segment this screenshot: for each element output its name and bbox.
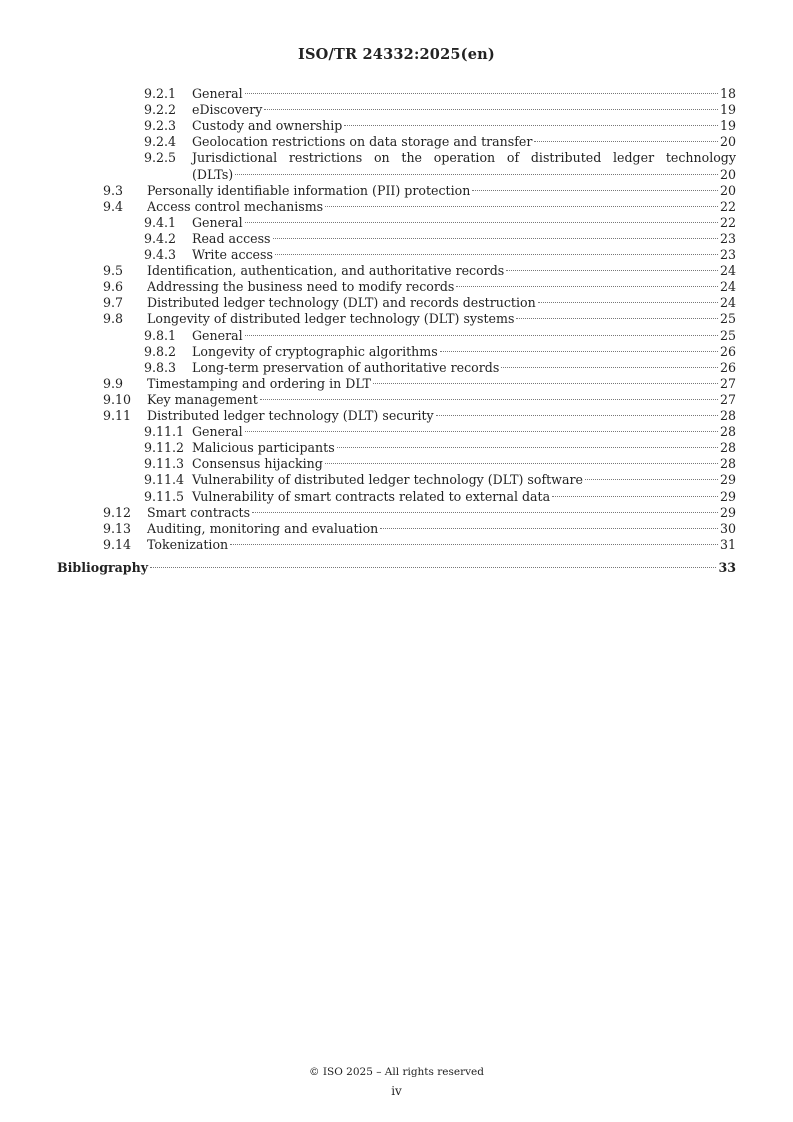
toc-entry-page: 18: [719, 86, 736, 101]
dot-leader: [344, 125, 718, 126]
toc-entry-number: 9.2.3: [144, 118, 177, 134]
toc-entry-number: 9.11.2: [144, 440, 185, 456]
toc-entry-title: General: [192, 214, 243, 230]
toc-entry-title: Read access: [192, 230, 271, 246]
dot-leader: [534, 141, 718, 142]
toc-entry-number: 9.11.4: [144, 472, 185, 488]
toc-entry-title: General: [192, 327, 243, 343]
toc-entry-title: Access control mechanisms: [147, 198, 324, 214]
toc-entry-page: 31: [719, 536, 736, 552]
toc-entry-title-line1: Jurisdictional restrictions on the operation of distributed ledger technology: [192, 150, 736, 166]
dot-leader: [150, 567, 716, 568]
toc-entry-title: Tokenization: [147, 536, 229, 552]
toc-entry-page: 22: [719, 198, 736, 214]
toc-entry[interactable]: [0, 231, 793, 247]
toc-entry-page: 23: [719, 230, 736, 246]
dot-leader: [245, 93, 718, 94]
toc-entry[interactable]: [0, 472, 793, 488]
toc-entry[interactable]: [0, 489, 793, 505]
toc-entry-title: (DLTs): [192, 166, 234, 182]
dot-leader: [235, 174, 718, 175]
toc-entry-page: 22: [719, 214, 736, 230]
dot-leader: [506, 270, 718, 271]
dot-leader: [252, 512, 718, 513]
toc-entry-title: Longevity of distributed ledger technology (DLT) systems: [147, 311, 515, 327]
toc-entry-page: 24: [719, 295, 736, 311]
toc-entry-number: 9.11.5: [144, 488, 185, 504]
toc-entry-title: Addressing the business need to modify records: [147, 279, 455, 295]
toc-entry-page: 25: [719, 311, 736, 327]
toc-entry[interactable]: [0, 150, 793, 166]
toc-entry-title: Write access: [192, 247, 273, 262]
toc-entry-number: 9.3: [103, 182, 124, 198]
toc-entry-page: 24: [719, 263, 736, 279]
dot-leader: [501, 367, 718, 368]
toc-entry-number: 9.14: [103, 536, 132, 552]
dot-leader: [516, 318, 718, 319]
toc-entry[interactable]: [0, 392, 793, 408]
toc-entry-title: Auditing, monitoring and evaluation: [147, 520, 379, 536]
toc-entry-title: Bibliography: [57, 559, 149, 575]
page-number: iv: [391, 1084, 402, 1098]
toc-entry-title: Personally identifiable information (PII) protection: [147, 182, 471, 198]
toc-entry-page: 23: [719, 247, 736, 262]
dot-leader: [325, 463, 718, 464]
dot-leader: [245, 222, 718, 223]
toc-entry-title: Custody and ownership: [192, 118, 343, 134]
dot-leader: [585, 479, 718, 480]
toc-entry-number: 9.2.1: [144, 86, 177, 101]
toc-entry[interactable]: [0, 456, 793, 472]
toc-entry-page: 29: [719, 488, 736, 504]
toc-entry[interactable]: [0, 376, 793, 392]
toc-entry-number: 9.4.3: [144, 247, 177, 262]
toc-entry-number: 9.11.1: [144, 424, 185, 440]
toc-entry-page: 24: [719, 279, 736, 295]
toc-entry-number: 9.8.2: [144, 343, 177, 359]
toc-entry[interactable]: [0, 134, 793, 150]
toc-entry[interactable]: [0, 440, 793, 456]
toc-entry-page: 30: [719, 520, 736, 536]
toc-entry[interactable]: [0, 408, 793, 424]
toc-entry[interactable]: [0, 183, 793, 199]
dot-leader: [440, 351, 718, 352]
toc-entry[interactable]: [0, 360, 793, 376]
toc-entry-bibliography[interactable]: [0, 560, 793, 576]
toc-entry-number: 9.11.3: [144, 456, 185, 472]
toc-entry-title: Vulnerability of distributed ledger technology (DLT) software: [192, 472, 583, 488]
dot-leader: [380, 528, 718, 529]
toc-entry-number: 9.13: [103, 520, 132, 536]
toc-entry-number: 9.2.5: [144, 150, 177, 166]
dot-leader: [456, 286, 718, 287]
toc-entry-title: Long-term preservation of authoritative records: [192, 359, 500, 375]
toc-entry[interactable]: [0, 215, 793, 231]
toc-entry-number: 9.4.1: [144, 214, 177, 230]
toc-entry[interactable]: [0, 199, 793, 215]
toc-entry[interactable]: [0, 537, 793, 553]
toc-entry-title: eDiscovery: [192, 102, 263, 118]
dot-leader: [245, 335, 718, 336]
toc-entry-number: 9.9: [103, 375, 124, 391]
toc-entry-number: 9.10: [103, 391, 132, 407]
toc-entry[interactable]: [0, 505, 793, 521]
toc-entry[interactable]: [0, 344, 793, 360]
toc-entry-continuation[interactable]: [0, 167, 793, 183]
toc-entry-page: 27: [719, 391, 736, 407]
toc-entry-page: 19: [719, 102, 736, 118]
toc-entry-number: 9.4: [103, 198, 124, 214]
toc-entry-title: General: [192, 424, 243, 440]
dot-leader: [538, 302, 718, 303]
toc-entry-title: Identification, authentication, and authoritative records: [147, 263, 505, 279]
toc-entry-number: 9.7: [103, 295, 124, 311]
dot-leader: [436, 415, 718, 416]
toc-entry[interactable]: [0, 311, 793, 327]
toc-entry-page: 28: [719, 424, 736, 440]
dot-leader: [260, 399, 718, 400]
copyright-footer: © ISO 2025 – All rights reserved: [309, 1066, 484, 1078]
toc-entry[interactable]: [0, 263, 793, 279]
toc-entry-page: 19: [719, 118, 736, 134]
toc-entry-page: 29: [719, 504, 736, 520]
toc-entry-title: Key management: [147, 391, 258, 407]
toc-entry-page: 20: [719, 166, 736, 182]
toc-entry[interactable]: [0, 86, 793, 102]
toc-entry-title: Longevity of cryptographic algorithms: [192, 343, 438, 359]
toc-entry-title: Vulnerability of smart contracts related to external data: [192, 488, 551, 504]
toc-entry-title: Distributed ledger technology (DLT) security: [147, 408, 434, 423]
toc-entry-title: Malicious participants: [192, 440, 335, 456]
toc-entry-title: Distributed ledger technology (DLT) and records destruction: [147, 295, 536, 311]
dot-leader: [373, 383, 718, 384]
dot-leader: [337, 447, 718, 448]
toc-entry-number: 9.8.3: [144, 359, 177, 375]
dot-leader: [325, 206, 718, 207]
toc-entry-page: 28: [719, 456, 736, 472]
toc-entry-page: 25: [719, 327, 736, 343]
toc-entry-number: 9.2.4: [144, 134, 177, 150]
toc-entry[interactable]: [0, 247, 793, 263]
toc-entry[interactable]: [0, 102, 793, 118]
dot-leader: [264, 109, 718, 110]
toc-entry[interactable]: [0, 295, 793, 311]
toc-entry[interactable]: [0, 279, 793, 295]
dot-leader: [245, 431, 718, 432]
toc-entry-title: Consensus hijacking: [192, 456, 323, 472]
toc-entry-page: 26: [719, 343, 736, 359]
toc-entry-number: 9.11: [103, 408, 132, 423]
toc-entry-number: 9.5: [103, 263, 124, 279]
toc-entry-title: Timestamping and ordering in DLT: [147, 375, 372, 391]
toc-entry-title: Geolocation restrictions on data storage and transfer: [192, 134, 533, 150]
toc-entry-title: Smart contracts: [147, 504, 251, 520]
toc-entry-page: 29: [719, 472, 736, 488]
toc-entry-number: 9.12: [103, 504, 132, 520]
toc-entry-number: 9.8: [103, 311, 124, 327]
toc-entry[interactable]: [0, 424, 793, 440]
dot-leader: [275, 254, 718, 255]
toc-entry[interactable]: [0, 328, 793, 344]
dot-leader: [552, 496, 718, 497]
toc-entry-title: General: [192, 86, 243, 101]
toc-entry-number: 9.2.2: [144, 102, 177, 118]
dot-leader: [273, 238, 718, 239]
toc-entry[interactable]: [0, 118, 793, 134]
toc-entry-number: 9.4.2: [144, 230, 177, 246]
toc-entry-page: 28: [719, 408, 736, 423]
toc-entry-page: 33: [718, 559, 736, 575]
document-header: ISO/TR 24332:2025(en): [298, 46, 495, 63]
dot-leader: [472, 190, 718, 191]
toc-entry-page: 28: [719, 440, 736, 456]
toc-entry-number: 9.6: [103, 279, 124, 295]
toc-entry-page: 20: [719, 134, 736, 150]
toc-entry[interactable]: [0, 521, 793, 537]
toc-entry-page: 20: [719, 182, 736, 198]
toc-entry-page: 27: [719, 375, 736, 391]
dot-leader: [230, 544, 718, 545]
toc-entry-number: 9.8.1: [144, 327, 177, 343]
toc-entry-page: 26: [719, 359, 736, 375]
